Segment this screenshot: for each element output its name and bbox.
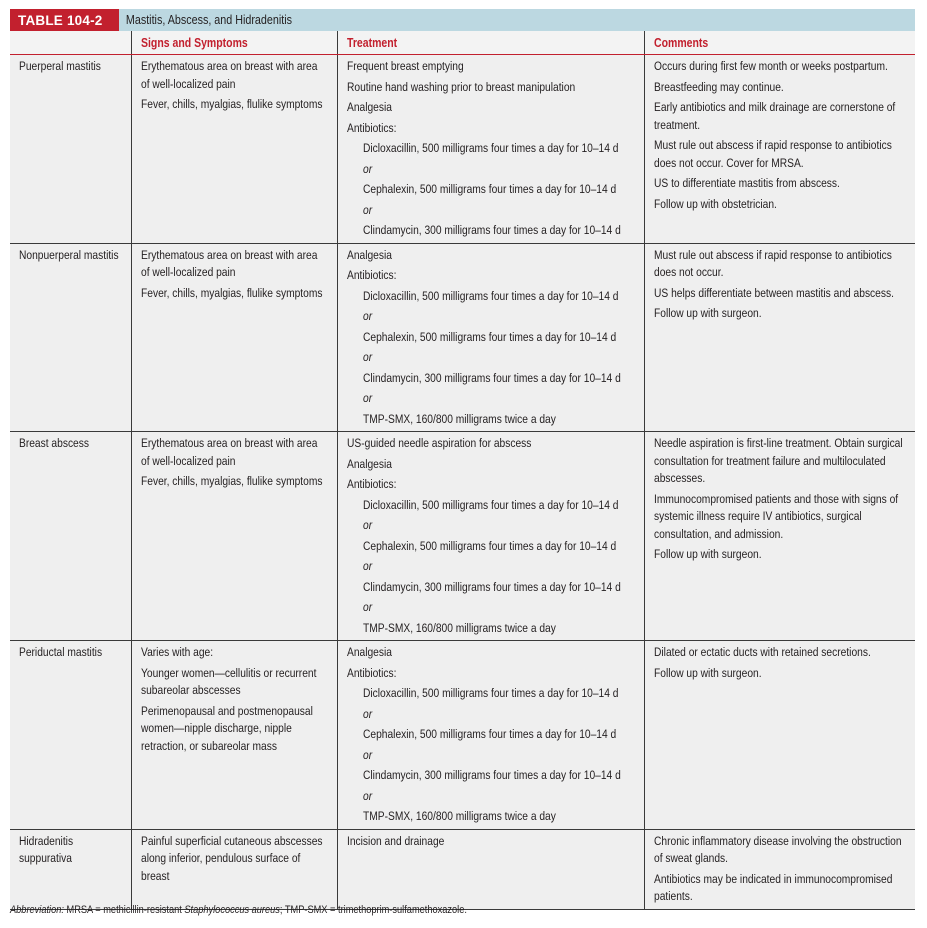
treatment-item: Analgesia xyxy=(346,247,392,262)
or-separator: or xyxy=(362,747,372,762)
treatment-cell xyxy=(337,243,644,432)
treatment-item: Frequent breast emptying xyxy=(346,59,464,73)
header-treatment: Treatment xyxy=(337,31,644,55)
sign-item: Fever, chills, myalgias, flulike symptoms xyxy=(140,97,322,111)
or-separator: or xyxy=(362,600,372,614)
table-title: Mastitis, Abscess, and Hidradenitis xyxy=(125,13,292,27)
sign-item: Varies with age: xyxy=(140,645,213,659)
signs-cell xyxy=(131,243,337,432)
footnote xyxy=(10,904,467,916)
or-separator: or xyxy=(362,706,372,721)
table-title-bar xyxy=(10,9,915,31)
treatment-item: Antibiotics: xyxy=(346,120,397,135)
footnote-text-1: MRSA = methicillin-resistant xyxy=(63,904,185,916)
condition-name: Puerperal mastitis xyxy=(19,59,101,73)
sign-item: Painful superficial cutaneous abscesses along inferior, pendulous surface of breast xyxy=(140,833,323,883)
table-container xyxy=(10,9,915,910)
footnote-organism: Staphylococcus aureus xyxy=(184,904,280,916)
treatment-item: Antibiotics: xyxy=(346,665,397,680)
sign-item: Fever, chills, myalgias, flulike symptoms xyxy=(140,474,322,488)
treatment-item: Incision and drainage xyxy=(346,833,444,848)
comment-item: Follow up with surgeon. xyxy=(653,665,762,680)
condition-name: Hidradenitis suppurativa xyxy=(19,833,74,865)
or-separator: or xyxy=(362,559,372,573)
drug-regimen: Clindamycin, 300 milligrams four times a day for 10–14 d xyxy=(362,370,621,385)
drug-regimen: Cephalexin, 500 milligrams four times a day for 10–14 d xyxy=(362,538,616,553)
sign-item: Fever, chills, myalgias, flulike symptoms xyxy=(140,285,322,300)
header-signs: Signs and Symptoms xyxy=(131,31,337,55)
treatment-cell xyxy=(337,432,644,641)
signs-cell xyxy=(131,829,337,909)
condition-cell xyxy=(10,432,131,641)
table-row xyxy=(10,55,915,244)
signs-cell xyxy=(131,432,337,641)
or-separator: or xyxy=(362,350,372,364)
drug-regimen: Dicloxacillin, 500 milligrams four times a day for 10–14 d xyxy=(362,141,618,155)
drug-regimen: TMP-SMX, 160/800 milligrams twice a day xyxy=(362,411,556,426)
comment-item: Follow up with surgeon. xyxy=(653,306,762,320)
signs-cell xyxy=(131,641,337,830)
or-separator: or xyxy=(362,202,372,217)
comment-item: US to differentiate mastitis from abscess. xyxy=(653,176,840,190)
treatment-item: Analgesia xyxy=(346,456,392,471)
drug-regimen: Clindamycin, 300 milligrams four times a day for 10–14 d xyxy=(362,768,621,782)
comments-cell xyxy=(644,829,915,909)
sign-item: Perimenopausal and postmenopausal women—nipple discharge, nipple retraction, or subareolar mass xyxy=(140,703,313,753)
comment-item: Must rule out abscess if rapid response to antibiotics does not occur. xyxy=(653,247,892,279)
comment-item: Breastfeeding may continue. xyxy=(653,79,784,94)
comment-item: US helps differentiate between mastitis and abscess. xyxy=(653,285,894,300)
condition-name: Periductal mastitis xyxy=(19,645,103,659)
treatment-item: Routine hand washing prior to breast manipulation xyxy=(346,79,575,94)
drug-regimen: Cephalexin, 500 milligrams four times a day for 10–14 d xyxy=(362,182,616,196)
sign-item: Erythematous area on breast with area of well-localized pain xyxy=(140,247,317,279)
drug-regimen: TMP-SMX, 160/800 milligrams twice a day xyxy=(362,620,556,635)
or-separator: or xyxy=(362,161,372,176)
comment-item: Occurs during first few month or weeks postpartum. xyxy=(653,59,888,73)
comment-item: Needle aspiration is first-line treatment. Obtain surgical consultation for treatment failure and multiloculated abscesses. xyxy=(653,436,903,485)
drug-regimen: Cephalexin, 500 milligrams four times a day for 10–14 d xyxy=(362,329,616,344)
sign-item: Erythematous area on breast with area of well-localized pain xyxy=(140,59,317,91)
table-row xyxy=(10,829,915,909)
drug-regimen: Dicloxacillin, 500 milligrams four times a day for 10–14 d xyxy=(362,288,618,303)
comment-item: Follow up with obstetrician. xyxy=(653,196,777,211)
table-label: TABLE 104-2 xyxy=(10,9,119,31)
header-row xyxy=(10,31,915,55)
comment-item: Dilated or ectatic ducts with retained secretions. xyxy=(653,645,871,659)
table-row xyxy=(10,243,915,432)
table-row xyxy=(10,641,915,830)
or-separator: or xyxy=(362,309,372,323)
comments-cell xyxy=(644,432,915,641)
table-row xyxy=(10,432,915,641)
treatment-item: Analgesia xyxy=(346,100,392,114)
drug-regimen: Dicloxacillin, 500 milligrams four times a day for 10–14 d xyxy=(362,497,618,512)
signs-cell xyxy=(131,55,337,244)
drug-regimen: Cephalexin, 500 milligrams four times a day for 10–14 d xyxy=(362,727,616,741)
comments-cell xyxy=(644,641,915,830)
header-condition xyxy=(10,31,131,55)
treatment-cell xyxy=(337,55,644,244)
treatment-item: Antibiotics: xyxy=(346,268,397,282)
comment-item: Chronic inflammatory disease involving the obstruction of sweat glands. xyxy=(653,833,902,865)
drug-regimen: Clindamycin, 300 milligrams four times a day for 10–14 d xyxy=(362,223,621,237)
or-separator: or xyxy=(362,518,372,532)
condition-cell xyxy=(10,243,131,432)
condition-cell xyxy=(10,641,131,830)
treatment-cell xyxy=(337,829,644,909)
or-separator: or xyxy=(362,391,372,405)
drug-regimen: Dicloxacillin, 500 milligrams four times a day for 10–14 d xyxy=(362,686,618,700)
footnote-text-2: ; TMP-SMX = trimethoprim-sulfamethoxazole. xyxy=(279,904,467,916)
sign-item: Younger women—cellulitis or recurrent subareolar abscesses xyxy=(140,665,316,697)
comment-item: Antibiotics may be indicated in immunocompromised patients. xyxy=(653,871,892,903)
mastitis-table xyxy=(10,31,915,910)
condition-cell xyxy=(10,829,131,909)
treatment-item: Analgesia xyxy=(346,645,392,659)
treatment-item: US-guided needle aspiration for abscess xyxy=(346,436,531,450)
comments-cell xyxy=(644,243,915,432)
footnote-label: Abbreviation: xyxy=(10,904,64,916)
or-separator: or xyxy=(362,788,372,803)
sign-item: Erythematous area on breast with area of well-localized pain xyxy=(140,436,317,468)
drug-regimen: TMP-SMX, 160/800 milligrams twice a day xyxy=(362,809,556,823)
comment-item: Immunocompromised patients and those with signs of systemic illness require IV antibiotics, surgical consultation, and admission. xyxy=(653,491,898,541)
comment-item: Must rule out abscess if rapid response to antibiotics does not occur. Cover for MRSA. xyxy=(653,138,892,170)
header-comments: Comments xyxy=(644,31,915,55)
treatment-item: Antibiotics: xyxy=(346,477,397,491)
comments-cell xyxy=(644,55,915,244)
treatment-cell xyxy=(337,641,644,830)
condition-name: Nonpuerperal mastitis xyxy=(19,247,119,262)
condition-cell xyxy=(10,55,131,244)
comment-item: Early antibiotics and milk drainage are cornerstone of treatment. xyxy=(653,100,895,132)
comment-item: Follow up with surgeon. xyxy=(653,547,762,561)
drug-regimen: Clindamycin, 300 milligrams four times a day for 10–14 d xyxy=(362,579,621,594)
condition-name: Breast abscess xyxy=(19,436,89,450)
